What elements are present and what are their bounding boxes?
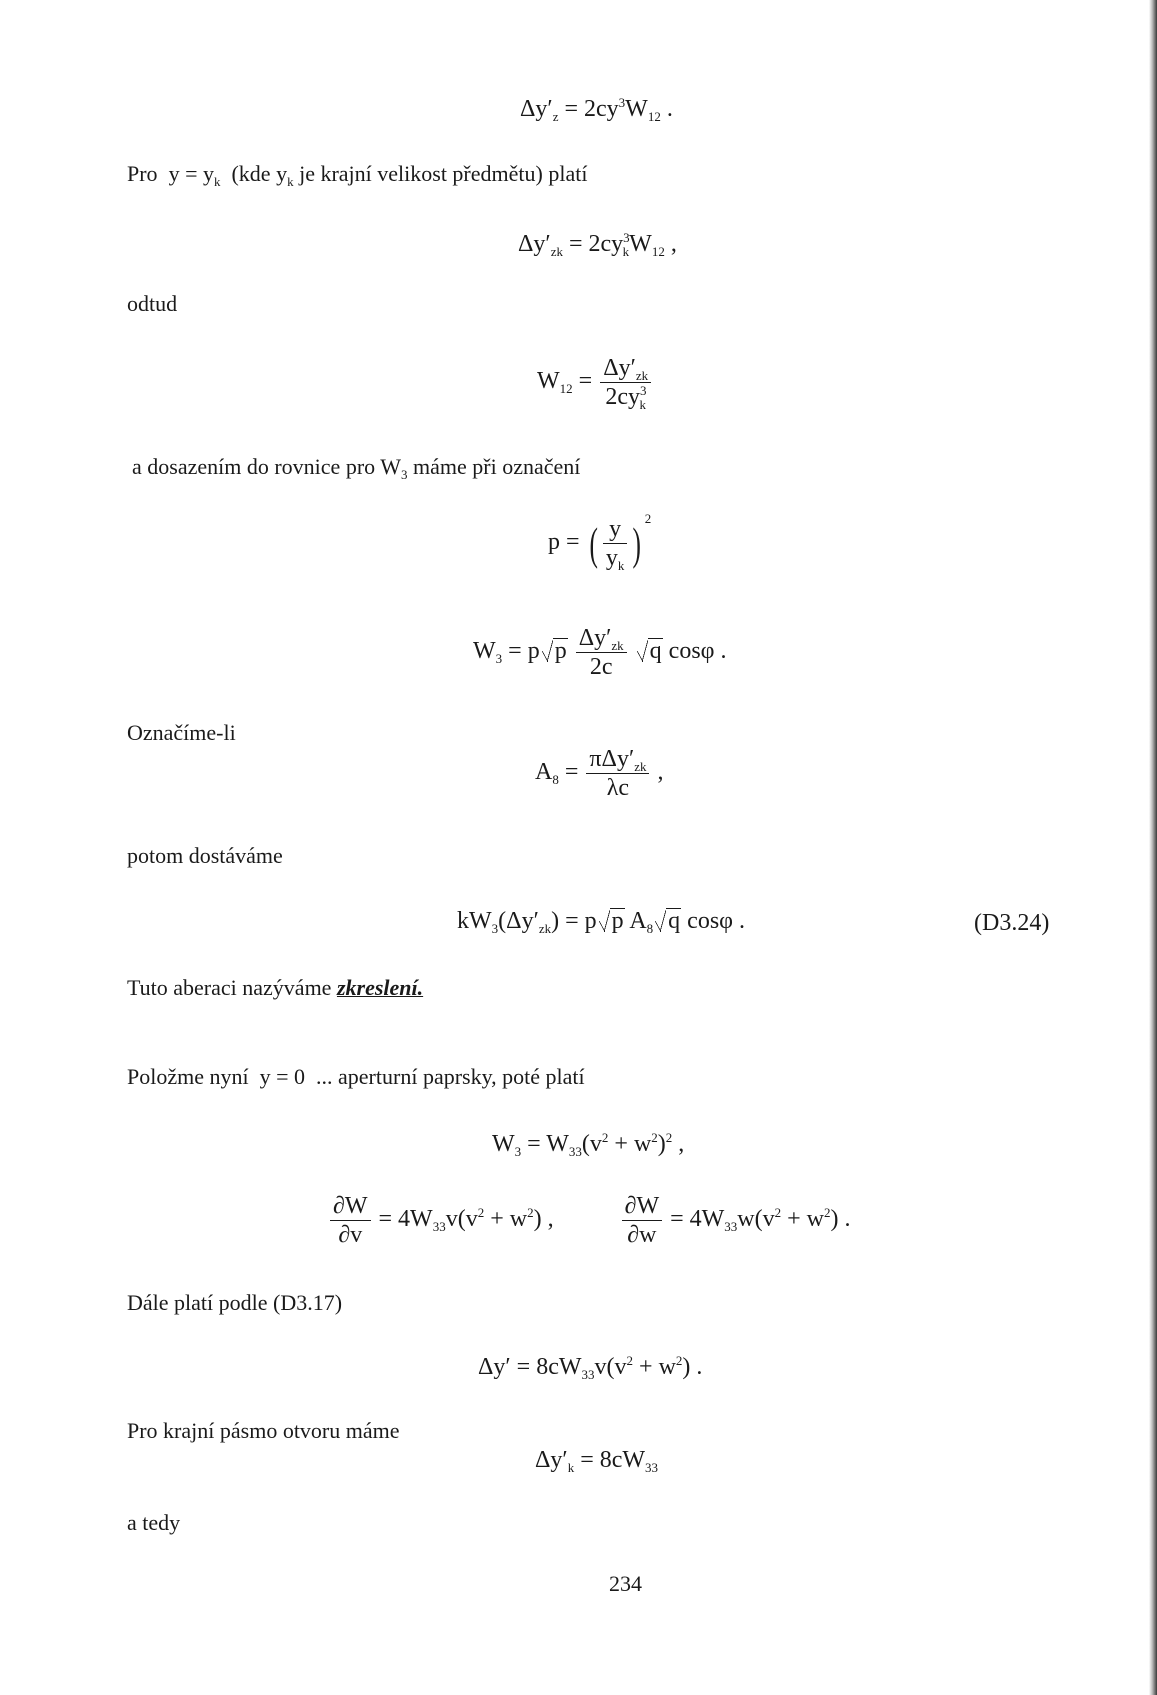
fraction: $\frac{\pi\Delta y'_{zk}}{\lambda c}$ bbox=[586, 745, 649, 802]
text-line-3: a dosazením do rovnice pro $W_3$ máme při označení bbox=[132, 454, 581, 482]
text-line-4: Označíme-li bbox=[127, 720, 236, 745]
equation-1: $\Delta y'_z = 2cy^3W_{12}$ . bbox=[520, 95, 673, 124]
equation-2: $\Delta y'_{zk} = 2cy^3_kW_{12}$ , bbox=[518, 230, 677, 259]
equation-11: $\Delta y'_k = 8cW_{33}$ bbox=[535, 1447, 659, 1475]
fraction: $\frac{\partial W}{\partial w}$ bbox=[622, 1192, 663, 1249]
equation-6: $A_8$ = $\frac{\pi\Delta y'_{zk}}{\lambda c}$ , bbox=[535, 746, 664, 801]
fraction: $\frac{\partial W}{\partial v}$ bbox=[330, 1192, 371, 1249]
fraction: $\frac{\Delta y'_{zk}}{2c}$ bbox=[576, 624, 627, 681]
equation-3: $W_{12}$ = $\frac{\Delta y'_{zk}}{2cy^3_k}$ bbox=[537, 354, 653, 411]
sqrt-symbol: p bbox=[542, 638, 568, 663]
sqrt-symbol: q bbox=[655, 908, 681, 933]
text-line-1: Pro $y = y_k$ (kde $y_k$ je krajní velikost předmětu) platí bbox=[127, 161, 588, 189]
equation-9: $\frac{\partial W}{\partial v}$ = $4W_{33}v(v^2 + w^2)$ , $\frac{\partial W}{\partial w}$ = $4W_{33}w(v^2 + w^2)$ . bbox=[328, 1192, 850, 1249]
equation-label: (D3.24) bbox=[974, 910, 1050, 936]
equation-7: $kW_3(\Delta y'_{zk}) = p$ p $A_8$ q cosφ . bbox=[457, 908, 746, 936]
text-line-10: a tedy bbox=[127, 1510, 181, 1535]
equation-8: $W_3 = W_{33}(v^2 + w^2)^2$ , bbox=[492, 1130, 685, 1159]
equation-10: $\Delta y' = 8cW_{33}v(v^2 + w^2)$ . bbox=[478, 1353, 703, 1382]
text-line-6: Tuto aberaci nazýváme zkreslení. bbox=[127, 975, 424, 1000]
sqrt-symbol: q bbox=[637, 638, 663, 663]
text-line-7: Položme nyní y = 0 ... aperturní paprsky, poté platí bbox=[127, 1064, 585, 1089]
fraction: $\frac{\Delta y'_{zk}}{2cy^3_k}$ bbox=[600, 354, 651, 411]
page-number: 234 bbox=[609, 1571, 642, 1596]
equation-5: $W_3 = p$ p $\frac{\Delta y'_{zk}}{2c}$ q cosφ . bbox=[473, 625, 727, 680]
text-line-5: potom dostáváme bbox=[127, 843, 283, 868]
text-line-2: odtud bbox=[127, 291, 178, 316]
text-line-8: Dále platí podle (D3.17) bbox=[127, 1290, 343, 1315]
term-zkresleni: zkreslení. bbox=[336, 975, 424, 1000]
page-edge-shadow bbox=[1149, 0, 1157, 1695]
text-line-9: Pro krajní pásmo otvoru máme bbox=[127, 1418, 400, 1443]
sqrt-symbol: p bbox=[599, 908, 625, 933]
fraction: $\frac{y}{y_k}$ bbox=[603, 515, 628, 572]
equation-4: p = ( $\frac{y}{y_k}$ ) $^2$ bbox=[548, 511, 652, 573]
